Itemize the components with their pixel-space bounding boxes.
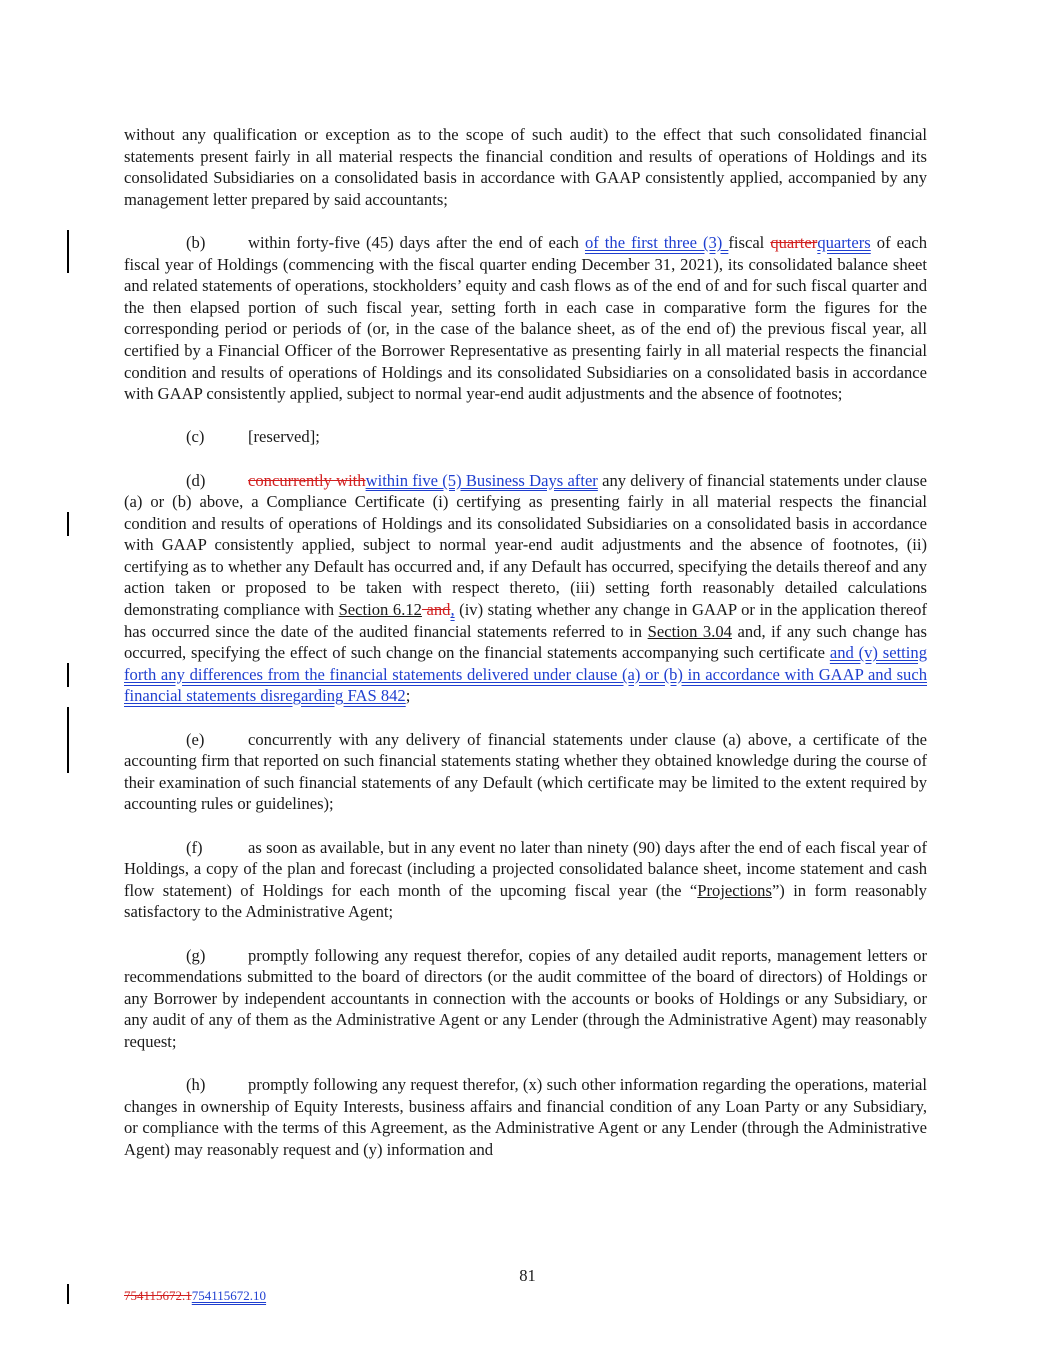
clause-label: (g) [186,945,206,965]
paragraph-c [124,426,927,448]
document-page [124,124,927,1182]
clause-label: (e) [186,729,205,749]
paragraph-text: ”) in form reasonably satisfactory to the Administrative Agent; [124,880,927,922]
deleted-text: and [421,600,451,620]
change-bar [67,230,69,273]
inserted-text: quarters [817,232,871,252]
paragraph-text: of each fiscal year of Holdings (commencing with the fiscal quarter ending December 31, 2021), its consolidated balance sheet and related statements of operations, stockholders’ equity and cash flows as of the end of and for such fiscal quarter and the then elapsed portion of such fiscal year, setting forth in each case in comparative form the figures for the corresponding period or periods of (or, in the case of the balance sheet, as of the end of) the previous fiscal year, all certified by a Financial Officer of the Borrower Representative as presenting fairly in all material respects the financial condition and results of operations of Holdings and its consolidated Subsidiaries on a consolidated basis in accordance with GAAP consistently applied, subject to normal year-end audit adjustments and the absence of footnotes; [124,232,927,404]
inserted-text: and (v) setting forth any differences from the financial statements delivered under clause (a) or (b) in accordance with GAAP and such financial statements disregarding FAS 842 [124,643,927,706]
clause-label: (d) [186,470,206,490]
change-bar [67,1284,69,1304]
paragraph-text: within forty-five (45) days after the end of each [248,232,585,252]
paragraph-text: ; [405,686,411,706]
paragraph-text: promptly following any request therefor, (x) such other information regarding the operations, material changes in ownership of Equity Interests, business affairs and financial condition of any Loan Party or any Subsidiary, or compliance with the terms of this Agreement, as the Administrative Agent or any Lender (through the Administrative Agent) may reasonably request and (y) information and [124,1075,927,1159]
paragraph-text: any delivery of financial statements under clause (a) or (b) above, a Compliance Certificate (i) certifying as presenting fairly in all material respects the financial condition and results of operations of Holdings and its consolidated Subsidiaries on a consolidated basis in accordance with GAAP consistently applied, subject to normal year-end audit adjustments and the absence of footnotes, (ii) certifying as to whether any Default has occurred and, if any Default has occurred, specifying the details thereof and any action taken or proposed to be taken with respect thereto, (iii) setting forth reasonably detailed calculations demonstrating compliance with [124,470,927,620]
inserted-text: , [450,600,455,620]
change-bar [67,707,69,773]
inserted-doc-id: 754115672.10 [191,1288,267,1303]
paragraph-text: as soon as available, but in any event no later than ninety (90) days after the end of each fiscal year of Holdings, a copy of the plan and forecast (including a projected consolidated balance sheet, income statement and cash flow statement) of Holdings for each month of the upcoming fiscal year (the “ [124,837,927,900]
change-bar [67,512,69,536]
paragraph-text: (iv) stating whether any change in GAAP or in the application thereof has occurred since the date of the audited financial statements referred to in [124,600,928,641]
section-reference: Section 6.12 [338,600,422,620]
inserted-text: within five (5) Business Days after [365,470,598,490]
clause-label: (b) [186,232,206,252]
section-reference: Section 3.04 [647,621,732,641]
change-bar [67,663,69,687]
paragraph-d [124,470,927,708]
paragraph-h [124,1074,927,1160]
paragraph-e [124,729,927,815]
deleted-doc-id: 754115672.1 [124,1288,192,1303]
document-id [124,1288,266,1304]
paragraph-f [124,837,927,923]
paragraph-text: and, if any such change has occurred, specifying the effect of such change on the financial statements accompanying such certificate [124,621,927,663]
paragraph-text: concurrently with any delivery of financial statements under clause (a) above, a certificate of the accounting firm that reported on such financial statements stating whether they obtained knowledge during the course of their examination of such financial statements of any Default (which certificate may be limited to the extent required by accounting rules or guidelines); [124,729,927,814]
deleted-text: quarter [770,232,818,252]
paragraph-text: without any qualification or exception as to the scope of such audit) to the effect that such consolidated financial statements present fairly in all material respects the financial condition and results of operations of Holdings and its consolidated Subsidiaries on a consolidated basis in accordance with GAAP consistently applied, accompanied by any management letter prepared by said accountants; [124,125,927,209]
paragraph-text: promptly following any request therefor, copies of any detailed audit reports, management letters or recommendations submitted to the board of directors (or the audit committee of the board of directors) of Holdings or any Borrower by independent accountants in connection with the accounts or books of Holdings or any Subsidiary, or any audit of any of them as the Administrative Agent or any Lender (through the Administrative Agent) may reasonably request; [124,945,927,1051]
paragraph-g [124,945,927,1053]
defined-term: Projections [697,880,772,900]
page-number: 81 [519,1266,536,1285]
deleted-text: concurrently with [248,470,366,490]
clause-label: (c) [186,427,205,447]
paragraph-text: fiscal [728,232,771,252]
paragraph-text: [reserved]; [248,427,320,447]
clause-label: (h) [186,1075,206,1095]
inserted-text: of the first three (3) [584,232,729,252]
paragraph-a-continuation [124,124,927,210]
clause-label: (f) [186,837,203,857]
paragraph-b [124,232,927,405]
